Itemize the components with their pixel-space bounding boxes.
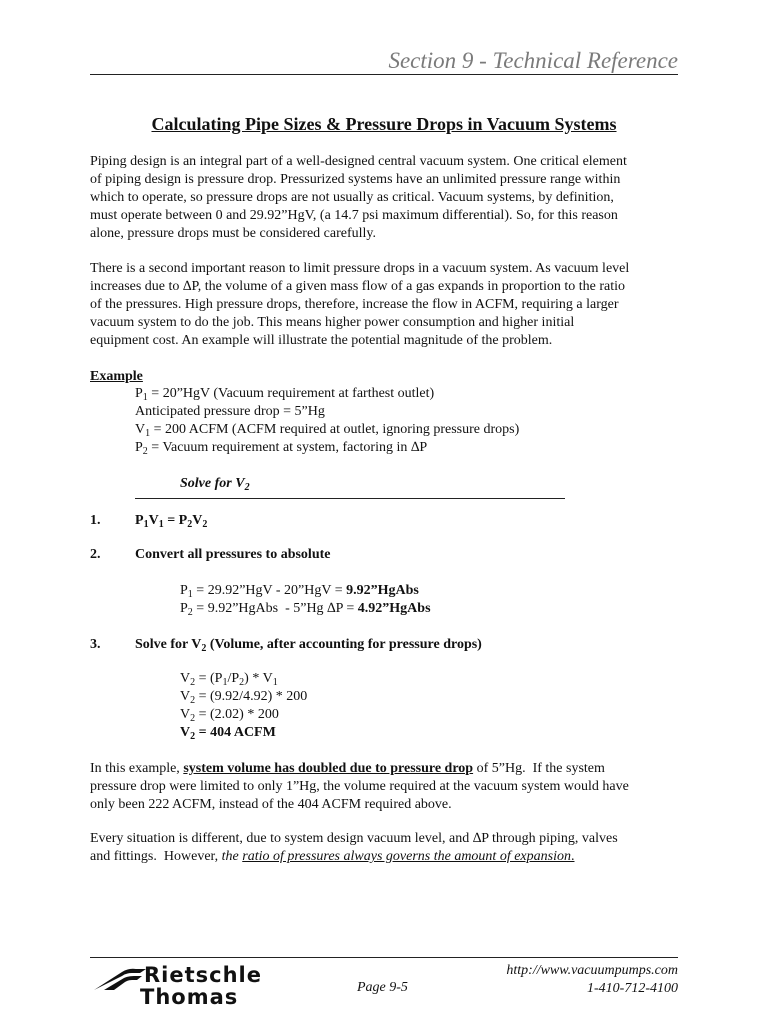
step-text: Solve for V bbox=[135, 637, 202, 652]
symbol: V bbox=[180, 725, 191, 740]
text-line: must operate between 0 and 29.92”HgV, (a 14.7 psi maximum differential). So, for this reason bbox=[90, 208, 618, 223]
text-line bbox=[90, 848, 680, 866]
subscript: 2 bbox=[239, 677, 245, 688]
document-title: Calculating Pipe Sizes & Pressure Drops in Vacuum Systems bbox=[151, 114, 617, 134]
calc-text: = 29.92”HgV - 20”HgV = bbox=[192, 583, 347, 598]
text-line: increases due to ∆P, the volume of a given mass flow of a gas expands in proportion to the ratio bbox=[90, 279, 626, 294]
footer-divider bbox=[90, 957, 678, 958]
text-line: pressure drop were limited to only 1”Hg, the volume required at the vacuum system would have bbox=[90, 779, 629, 794]
calc-line bbox=[180, 688, 307, 706]
solve-text: Solve for V bbox=[180, 476, 245, 491]
text-fragment: and fittings. However, bbox=[90, 849, 222, 864]
calc-result: = 404 ACFM bbox=[195, 725, 276, 740]
subscript: 1 bbox=[142, 392, 148, 403]
symbol: V bbox=[192, 513, 203, 528]
step-2-calculation bbox=[180, 582, 431, 618]
text-fragment: . bbox=[570, 849, 575, 864]
given-p1 bbox=[135, 385, 519, 403]
step-3 bbox=[90, 636, 482, 654]
text-line bbox=[90, 760, 680, 778]
divider-line bbox=[135, 498, 565, 499]
symbol: V bbox=[135, 422, 146, 437]
subscript: 1 bbox=[187, 589, 193, 600]
subscript: 2 bbox=[190, 695, 196, 706]
step-text: (Volume, after accounting for pressure drops) bbox=[206, 637, 482, 652]
step-2 bbox=[90, 546, 330, 564]
given-text: = 200 ACFM (ACFM required at outlet, ignoring pressure drops) bbox=[150, 422, 520, 437]
text-line: only been 222 ACFM, instead of the 404 ACFM required above. bbox=[90, 797, 452, 812]
subscript: 1 bbox=[272, 677, 278, 688]
text-line: equipment cost. An example will illustrate the potential magnitude of the problem. bbox=[90, 333, 553, 348]
calc-text: ) * V bbox=[244, 671, 273, 686]
calc-text: = 9.92”HgAbs - 5”Hg ∆P = bbox=[192, 601, 358, 616]
calc-result: 4.92”HgAbs bbox=[357, 601, 431, 616]
solve-heading bbox=[180, 475, 250, 493]
subscript: 2 bbox=[142, 446, 148, 457]
subscript: 1 bbox=[158, 519, 164, 530]
symbol: P bbox=[135, 386, 143, 401]
symbol: V bbox=[180, 689, 191, 704]
logo-text-line1: Rietschle bbox=[144, 963, 262, 987]
symbol: P bbox=[135, 440, 143, 455]
calc-result-line bbox=[180, 724, 307, 742]
text-line: which to operate, so pressure drops are not usually as critical. Vacuum systems, by definition, bbox=[90, 190, 614, 205]
section-header bbox=[90, 48, 678, 75]
step-3-calculation bbox=[180, 670, 307, 742]
text-fragment: In this example, bbox=[90, 761, 184, 776]
text-fragment: of 5”Hg. If the system bbox=[473, 761, 605, 776]
contact-info bbox=[506, 962, 678, 998]
calc-line bbox=[180, 600, 431, 618]
step-number: 2. bbox=[90, 547, 101, 562]
subscript: 1 bbox=[145, 428, 151, 439]
calc-text: = (P bbox=[195, 671, 223, 686]
symbol: P bbox=[178, 513, 188, 528]
subscript: 1 bbox=[143, 519, 149, 530]
italic-text: the bbox=[221, 849, 243, 864]
calc-result: 9.92”HgAbs bbox=[346, 583, 419, 598]
step-number: 3. bbox=[90, 637, 101, 652]
website-link[interactable]: http://www.vacuumpumps.com bbox=[506, 963, 678, 978]
logo-text-line2: Thomas bbox=[140, 985, 239, 1009]
step-1 bbox=[90, 512, 207, 530]
symbol: V bbox=[148, 513, 159, 528]
text-line: of piping design is pressure drop. Pressurized systems have an unlimited pressure range within bbox=[90, 172, 621, 187]
subscript: 2 bbox=[187, 607, 193, 618]
subscript: 2 bbox=[202, 519, 208, 530]
example-heading: Example bbox=[90, 369, 143, 384]
intro-paragraph bbox=[90, 153, 680, 243]
subscript: 1 bbox=[222, 677, 228, 688]
subscript: 2 bbox=[187, 519, 193, 530]
subscript: 2 bbox=[190, 713, 196, 724]
step-number: 1. bbox=[90, 513, 101, 528]
step-text: Convert all pressures to absolute bbox=[135, 547, 331, 562]
second-paragraph bbox=[90, 260, 680, 350]
symbol: P bbox=[180, 583, 188, 598]
subscript: 2 bbox=[190, 731, 196, 742]
symbol: V bbox=[180, 707, 191, 722]
text-line: of the pressures. High pressure drops, therefore, increase the flow in ACFM, requiring a larger bbox=[90, 297, 619, 312]
calc-text: = (9.92/4.92) * 200 bbox=[195, 689, 308, 704]
calc-line bbox=[180, 670, 307, 688]
company-logo bbox=[92, 964, 292, 1010]
text-line: There is a second important reason to limit pressure drops in a vacuum system. As vacuum level bbox=[90, 261, 630, 276]
conclusion-paragraph bbox=[90, 760, 680, 814]
equals: = bbox=[163, 513, 179, 528]
given-drop: Anticipated pressure drop = 5”Hg bbox=[135, 404, 325, 419]
text-line: Every situation is different, due to system design vacuum level, and ∆P through piping, valves bbox=[90, 831, 618, 846]
given-v1 bbox=[135, 421, 519, 439]
text-line: vacuum system to do the job. This means higher power consumption and higher initial bbox=[90, 315, 575, 330]
given-text: = Vacuum requirement at system, factoring in ∆P bbox=[147, 440, 428, 455]
symbol: P bbox=[180, 601, 188, 616]
calc-text: /P bbox=[227, 671, 240, 686]
subscript: 2 bbox=[190, 677, 196, 688]
symbol: P bbox=[135, 513, 144, 528]
symbol: V bbox=[180, 671, 191, 686]
subscript: 2 bbox=[244, 482, 250, 493]
calc-text: = (2.02) * 200 bbox=[195, 707, 279, 722]
text-line: Piping design is an integral part of a well-designed central vacuum system. One critical element bbox=[90, 154, 627, 169]
emphasis-text: system volume has doubled due to pressure drop bbox=[183, 761, 474, 776]
calc-line bbox=[180, 706, 307, 724]
section-title: Section 9 - Technical Reference bbox=[388, 48, 678, 73]
given-text: = 20”HgV (Vacuum requirement at farthest outlet) bbox=[147, 386, 435, 401]
calc-line bbox=[180, 582, 431, 600]
given-p2 bbox=[135, 439, 519, 457]
example-givens bbox=[135, 385, 519, 457]
subscript: 2 bbox=[201, 643, 207, 654]
swoosh-icon bbox=[92, 966, 146, 992]
final-paragraph bbox=[90, 830, 680, 866]
emphasis-text: ratio of pressures always governs the amount of expansion bbox=[242, 849, 571, 864]
text-line: alone, pressure drops must be considered carefully. bbox=[90, 226, 376, 241]
page-number: Page 9-5 bbox=[357, 980, 408, 995]
phone-number: 1-410-712-4100 bbox=[587, 981, 678, 996]
